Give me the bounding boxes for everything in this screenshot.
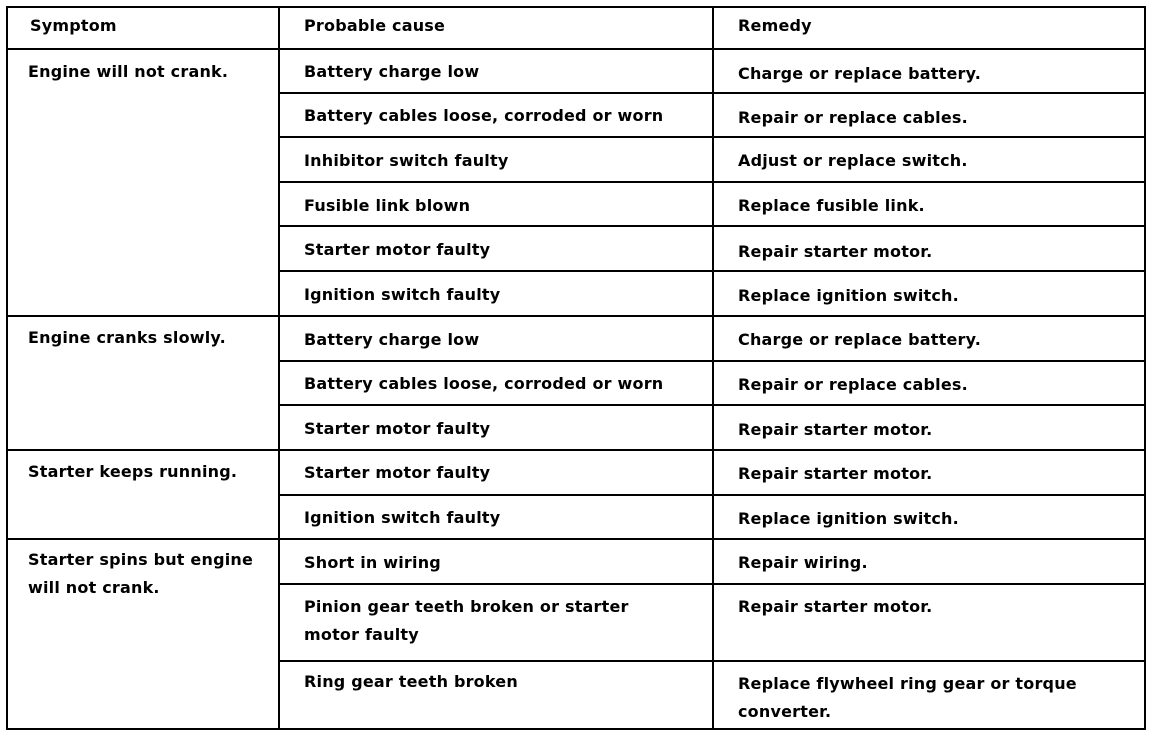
- row-divider: [280, 181, 1144, 183]
- remedy-cell: Charge or replace battery.: [738, 330, 982, 349]
- cause-cell: Ignition switch faulty: [304, 508, 501, 527]
- symptom-cell: Engine will not crank.: [28, 62, 229, 81]
- cause-cell: Fusible link blown: [304, 196, 471, 215]
- cause-cell: Pinion gear teeth broken or starter motor faulty: [304, 597, 629, 644]
- row-divider: [280, 494, 1144, 496]
- row-divider: [280, 660, 1144, 662]
- remedy-cell: Replace flywheel ring gear or torque converter.: [738, 674, 1077, 721]
- remedy-cell: Repair or replace cables.: [738, 375, 968, 394]
- row-divider: [280, 92, 1144, 94]
- row-divider: [280, 136, 1144, 138]
- remedy-cell: Replace ignition switch.: [738, 286, 959, 305]
- remedy-cell: Charge or replace battery.: [738, 64, 982, 83]
- remedy-cell: Repair starter motor.: [738, 420, 933, 439]
- header-divider: [8, 48, 1144, 50]
- remedy-cell: Repair starter motor.: [738, 242, 933, 261]
- row-divider: [280, 225, 1144, 227]
- group-divider: [8, 449, 1144, 451]
- cause-cell: Ignition switch faulty: [304, 285, 501, 304]
- remedy-cell: Repair starter motor.: [738, 597, 933, 616]
- group-divider: [8, 538, 1144, 540]
- symptom-cell: Starter keeps running.: [28, 462, 238, 481]
- header-symptom: Symptom: [30, 16, 117, 35]
- cause-cell: Battery cables loose, corroded or worn: [304, 374, 664, 393]
- cause-cell: Inhibitor switch faulty: [304, 151, 509, 170]
- cause-cell: Starter motor faulty: [304, 419, 491, 438]
- cause-cell: Ring gear teeth broken: [304, 672, 518, 691]
- cause-cell: Battery cables loose, corroded or worn: [304, 106, 664, 125]
- cause-cell: Starter motor faulty: [304, 463, 491, 482]
- remedy-cell: Repair or replace cables.: [738, 108, 968, 127]
- symptom-cell: Starter spins but engine will not crank.: [28, 550, 254, 597]
- row-divider: [280, 270, 1144, 272]
- remedy-cell: Repair starter motor.: [738, 464, 933, 483]
- header-remedy: Remedy: [738, 16, 812, 35]
- row-divider: [280, 583, 1144, 585]
- symptom-cell: Engine cranks slowly.: [28, 328, 226, 347]
- column-divider-2: [712, 8, 714, 728]
- cause-cell: Battery charge low: [304, 330, 480, 349]
- row-divider: [280, 404, 1144, 406]
- cause-cell: Starter motor faulty: [304, 240, 491, 259]
- row-divider: [280, 360, 1144, 362]
- remedy-cell: Repair wiring.: [738, 553, 868, 572]
- group-divider: [8, 315, 1144, 317]
- troubleshooting-table: [6, 6, 1146, 730]
- column-divider-1: [278, 8, 280, 728]
- cause-cell: Battery charge low: [304, 62, 480, 81]
- remedy-cell: Replace fusible link.: [738, 196, 925, 215]
- header-cause: Probable cause: [304, 16, 446, 35]
- remedy-cell: Adjust or replace switch.: [738, 151, 968, 170]
- cause-cell: Short in wiring: [304, 553, 441, 572]
- remedy-cell: Replace ignition switch.: [738, 509, 959, 528]
